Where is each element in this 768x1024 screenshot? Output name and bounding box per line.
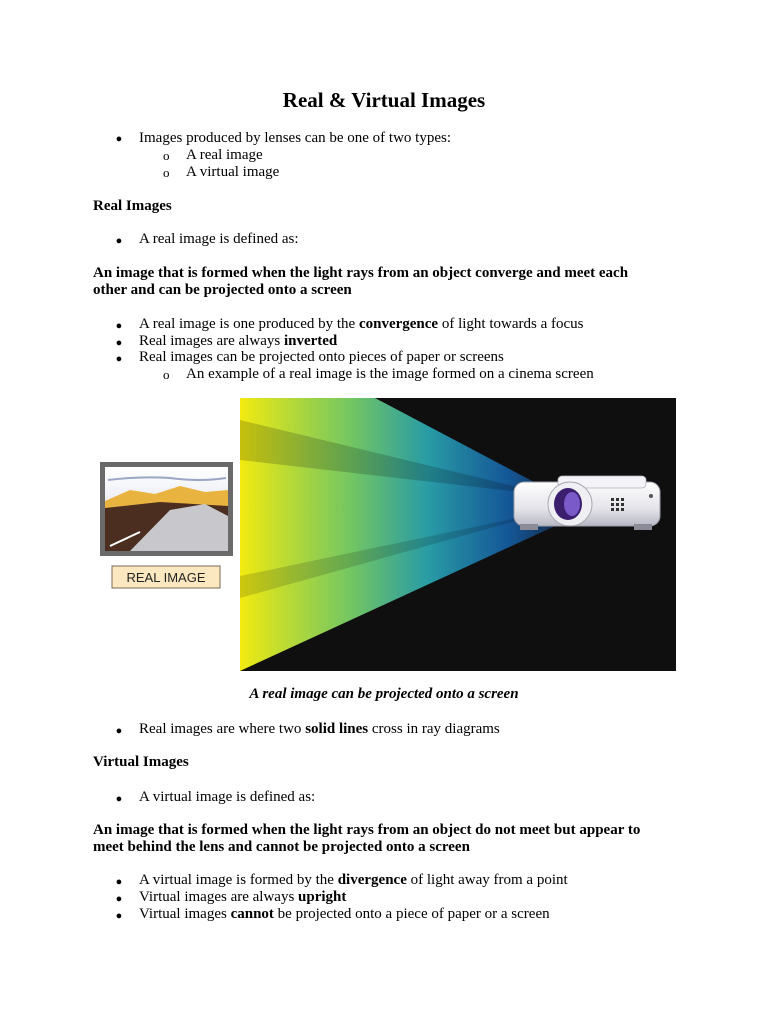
bullet-icon: ● <box>115 893 123 905</box>
sub-bullet-icon: o <box>163 367 170 382</box>
projector-icon <box>514 476 660 530</box>
bullet-icon: ● <box>115 353 123 365</box>
real-sub-bullet: An example of a real image is the image formed on a cinema screen <box>186 366 594 382</box>
real-bullet: Real images are always inverted <box>139 333 338 349</box>
cinema-projection-figure <box>100 398 676 671</box>
real-defined-as: A real image is defined as: <box>139 231 299 247</box>
bullet-icon: ● <box>115 337 123 349</box>
real-image-label: REAL IMAGE <box>126 570 206 585</box>
figure-caption: A real image can be projected onto a screen <box>249 686 519 702</box>
bullet-icon: ● <box>115 235 123 247</box>
intro-bullet: Images produced by lenses can be one of two types: <box>139 130 451 146</box>
bullet-icon: ● <box>115 725 123 737</box>
real-definition: An image that is formed when the light rays from an object converge and meet each <box>93 265 629 281</box>
virtual-definition: meet behind the lens and cannot be projected onto a screen <box>93 839 470 855</box>
bullet-icon: ● <box>115 320 123 332</box>
intro-subitem: A virtual image <box>186 164 280 180</box>
virtual-bullet: Virtual images cannot be projected onto a piece of paper or a screen <box>139 906 550 922</box>
sub-bullet-icon: o <box>163 148 170 163</box>
virtual-definition: An image that is formed when the light rays from an object do not meet but appear to <box>93 822 641 838</box>
virtual-bullet: A virtual image is formed by the divergence of light away from a point <box>139 872 568 888</box>
intro-subitem: A real image <box>186 147 263 163</box>
real-after-bullet: Real images are where two solid lines cross in ray diagrams <box>139 721 500 737</box>
virtual-defined-as: A virtual image is defined as: <box>139 789 316 805</box>
real-bullet: Real images can be projected onto pieces of paper or screens <box>139 349 504 365</box>
bullet-icon: ● <box>115 133 123 145</box>
screen-picture <box>100 462 233 556</box>
bullet-icon: ● <box>115 793 123 805</box>
virtual-heading: Virtual Images <box>93 754 189 770</box>
virtual-bullet: Virtual images are always upright <box>139 889 347 905</box>
real-bullet: A real image is one produced by the convergence of light towards a focus <box>139 316 584 332</box>
real-heading: Real Images <box>93 198 172 214</box>
real-definition: other and can be projected onto a screen <box>93 282 352 298</box>
bullet-icon: ● <box>115 910 123 922</box>
bullet-icon: ● <box>115 876 123 888</box>
sub-bullet-icon: o <box>163 165 170 180</box>
page-title: Real & Virtual Images <box>282 88 486 112</box>
